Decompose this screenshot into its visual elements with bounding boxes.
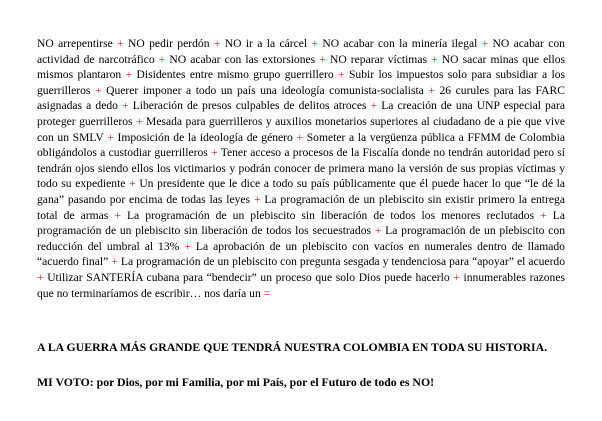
plus-separator: + (37, 270, 44, 284)
reason-item: Liberación de presos culpables de delitos atroces (132, 99, 367, 113)
reason-item: NO acabar con la minería ilegal (322, 37, 478, 50)
plus-separator: + (125, 68, 133, 82)
reason-item: Subir los impuestos solo para subsidiar a los guerrilleros (37, 68, 565, 97)
reason-item: Un presidente que le dice a todo su país públicamente que él puede hacer lo que “le dé la gana” pasando por encima de todas las leyes (37, 177, 565, 206)
plus-separator: + (319, 52, 326, 66)
plus-separator: + (111, 255, 118, 269)
reason-item: NO pedir perdón (128, 37, 210, 50)
headline: A LA GUERRA MÁS GRANDE QUE TENDRÁ NUESTRA COLOMBIA EN TODA SU HISTORIA. (37, 340, 548, 354)
reason-item: Tener acceso a procesos de la Fiscalía donde no tendrán autoridad pero sí tendrán ojos siendo ellos los victimarios y podrán conocer de primera mano la versión de sus propias víctimas y todo su expediente (37, 146, 565, 191)
plus-separator: + (184, 239, 191, 253)
reason-item: La programación de un plebiscito sin existir primero la entrega total de armas (37, 192, 565, 222)
plus-separator: + (431, 52, 438, 66)
reason-item: Imposición de la ideología de género (117, 130, 293, 144)
plus-separator: + (129, 177, 136, 191)
reason-item: Querer imponer a todo un país una ideología comunista-socialista (106, 83, 424, 97)
plus-separator: + (253, 192, 261, 206)
reason-item: La programación de un plebiscito con reducción del umbral al 13% (37, 224, 565, 253)
plus-separator: + (428, 83, 435, 97)
reason-item: NO acabar con actividad de narcotráfico (37, 37, 565, 66)
reason-item: La programación de un plebiscito sin liberación de todos los secuestrados (37, 208, 565, 238)
plus-separator: + (117, 37, 124, 50)
reason-item: Mesada para guerrilleros y auxilios monetarios superiores al ciudadano de a pie que vive con un SMLV (37, 114, 566, 144)
plus-separator: + (213, 37, 221, 50)
plus-separator: + (107, 130, 114, 144)
reason-item: La programación de un plebiscito sin liberación de todos los menores reclutados (126, 208, 535, 222)
reason-item: Someter a la vergüenza pública a FFMM de Colombia obligándolos a custodiar guerrilleros (37, 130, 565, 160)
plus-separator: + (338, 68, 345, 82)
equals-separator: = (263, 286, 271, 300)
reason-item: Utilizar SANTERÍA cubana para “bendecir” un proceso que solo Dios puede hacerlo (47, 270, 450, 284)
reason-item: NO ir a la cárcel (224, 37, 308, 50)
plus-separator: + (453, 270, 460, 284)
reason-item: La creación de una UNP especial para proteger guerrilleros (37, 99, 565, 128)
plus-separator: + (95, 83, 102, 97)
plus-separator: + (158, 52, 166, 66)
reason-item: innumerables razones que no terminaríamos de escribir… nos daría un (37, 270, 565, 300)
reason-item: NO sacar minas que ellos mismos plantaron (37, 52, 566, 82)
vote-statement: MI VOTO: por Dios, por mi Familia, por mi País, por el Futuro de todo es NO! (37, 375, 435, 389)
reason-item: NO reparar víctimas (329, 52, 427, 66)
reason-item: La programación de un plebiscito con pregunta sesgada y tendenciosa para “apoyar” el acuerdo (120, 255, 566, 269)
plus-separator: + (374, 224, 382, 238)
reason-item: NO acabar con las extorsiones (169, 52, 316, 66)
plus-separator: + (296, 130, 304, 144)
reason-item: Disidentes entre mismo grupo guerrillero (136, 68, 334, 82)
reasons-paragraph (37, 36, 565, 301)
plus-separator: + (540, 208, 547, 222)
plus-separator: + (122, 99, 129, 113)
plus-separator: + (311, 37, 318, 50)
plus-separator: + (211, 146, 218, 160)
reason-item: NO arrepentirse (37, 37, 113, 50)
plus-separator: + (136, 114, 143, 128)
reason-item: 26 curules para las FARC asignadas a dedo (37, 83, 565, 113)
reason-item: La aprobación de un plebiscito con vacíos en numerales dentro de llamado “acuerdo final” (37, 239, 565, 269)
plus-separator: + (370, 99, 378, 113)
plus-separator: + (114, 208, 121, 222)
plus-separator: + (481, 37, 489, 50)
